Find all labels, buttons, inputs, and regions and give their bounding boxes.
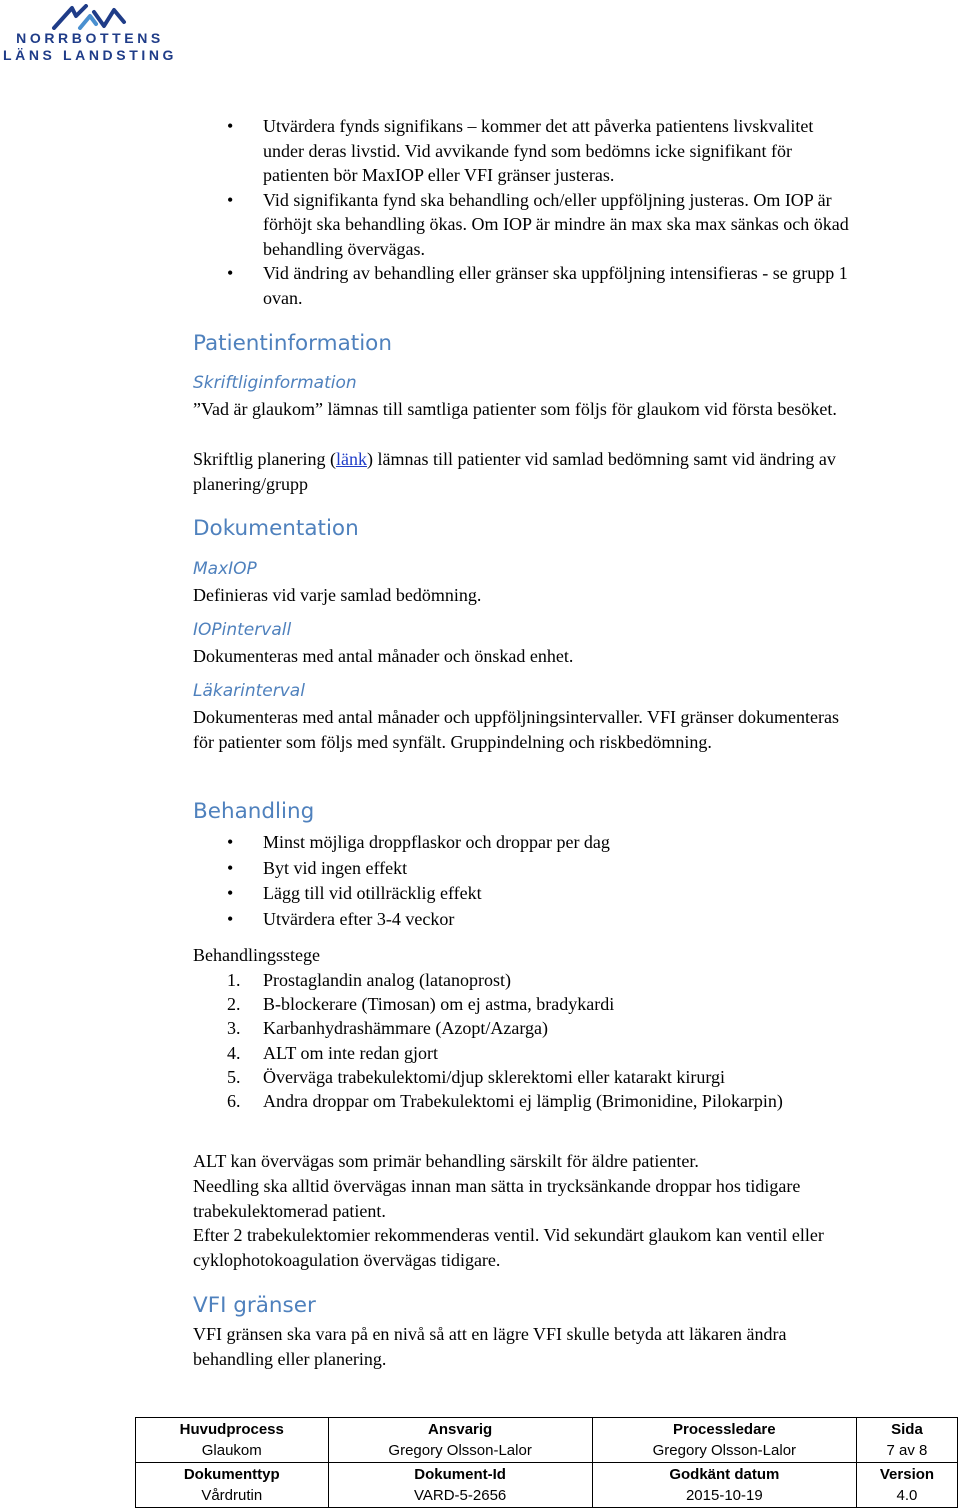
list-item: • Utvärdera efter 3-4 veckor — [193, 907, 853, 933]
cell-value: 4.0 — [896, 1487, 918, 1504]
paragraph-text: ) lämnas till patienter vid samlad bedömning samt vid ändring av planering/grupp — [193, 449, 836, 494]
list-item — [193, 968, 853, 992]
list-text: Överväga trabekulektomi/djup sklerektomi eller katarakt kirurgi — [263, 1066, 726, 1087]
logo-text-line2: LÄNS LANDSTING — [2, 47, 178, 63]
table-cell — [856, 1418, 957, 1463]
heading-dokumentation: Dokumentation — [193, 516, 359, 541]
table-cell — [592, 1418, 856, 1463]
cell-value: 7 av 8 — [886, 1442, 928, 1459]
norrbotten-logo-icon — [50, 4, 130, 30]
list-number: 5. — [227, 1066, 241, 1087]
list-number: 3. — [227, 1018, 241, 1039]
cell-value: 2015-10-19 — [685, 1487, 763, 1504]
list-number: 6. — [227, 1091, 241, 1112]
heading-behandling: Behandling — [193, 799, 315, 824]
cell-label: Version — [879, 1466, 935, 1483]
list-text: ALT om inte redan gjort — [263, 1042, 438, 1063]
paragraph: ALT kan övervägas som primär behandling särskilt för äldre patienter. — [193, 1151, 699, 1171]
list-number: 2. — [227, 994, 241, 1015]
table-cell — [136, 1463, 329, 1508]
list-item: • Lägg till vid otillräcklig effekt — [193, 881, 853, 907]
subheading-maxiop: MaxIOP — [193, 559, 257, 579]
paragraph: Efter 2 trabekulektomier rekommenderas ventil. Vid sekundärt glaukom kan ventil eller cyklophotokoagulation övervägas tidigare. — [193, 1225, 824, 1270]
heading-vfi-granser: VFI gränser — [193, 1293, 316, 1318]
cell-label: Dokument-Id — [414, 1466, 506, 1483]
table-cell — [328, 1463, 592, 1508]
treatment-bullet-list — [193, 830, 853, 932]
list-item: • Vid ändring av behandling eller gränser ska uppföljning intensifieras - se grupp 1 ovan. — [193, 261, 853, 310]
list-number: 4. — [227, 1042, 241, 1063]
list-item — [193, 1065, 853, 1089]
list-item — [193, 1041, 853, 1065]
cell-label: Sida — [891, 1421, 923, 1438]
list-item: • Byt vid ingen effekt — [193, 856, 853, 882]
subheading-skriftliginformation: Skriftliginformation — [193, 373, 357, 393]
subheading-iopintervall: IOPintervall — [193, 620, 292, 640]
evaluation-bullet-list — [193, 114, 853, 310]
paragraph — [193, 447, 853, 496]
paragraph: Needling ska alltid övervägas innan man sätta in trycksänkande droppar hos tidigare trabekulektomerad patient. — [193, 1176, 801, 1221]
list-item: • Utvärdera fynds signifikans – kommer det att påverka patientens livskvalitet under deras livstid. Vid avvikande fynd som bedömns icke signifikant för patienten bör MaxIOP eller VFI gränser justeras. — [193, 114, 853, 188]
treatment-ladder-label: Behandlingsstege — [193, 945, 320, 965]
cell-value: Gregory Olsson-Lalor — [388, 1442, 532, 1459]
paragraph-text: Skriftlig planering ( — [193, 449, 336, 469]
list-item — [193, 992, 853, 1016]
paragraph: Dokumenteras med antal månader och uppföljningsintervaller. VFI gränser dokumenteras för patienter som följs med synfält. Gruppindelning och riskbedömning. — [193, 707, 839, 752]
list-item: • Vid signifikanta fynd ska behandling och/eller uppföljning justeras. Om IOP är förhöjt ska behandling ökas. Om IOP är mindre än max ska max sänkas och ökad behandling övervägas. — [193, 188, 853, 262]
list-text: Prostaglandin analog (latanoprost) — [263, 970, 511, 990]
heading-patientinformation: Patientinformation — [193, 331, 392, 356]
cell-label: Huvudprocess — [179, 1421, 284, 1438]
list-item — [193, 1089, 853, 1113]
list-item: • Minst möjliga droppflaskor och droppar per dag — [193, 830, 853, 856]
table-cell — [136, 1418, 329, 1463]
cell-value: VARD-5-2656 — [413, 1487, 507, 1504]
planning-link[interactable]: länk — [335, 449, 367, 469]
cell-label: Dokumenttyp — [183, 1466, 280, 1483]
subheading-lakarinterval: Läkarinterval — [193, 681, 305, 701]
treatment-ladder-list — [193, 968, 853, 1113]
table-cell — [856, 1463, 957, 1508]
footer-info-table — [135, 1417, 958, 1508]
list-text: B-blockerare (Timosan) om ej astma, bradykardi — [263, 994, 615, 1015]
cell-label: Godkänt datum — [669, 1466, 780, 1483]
table-row — [136, 1463, 958, 1508]
cell-label: Processledare — [673, 1421, 776, 1438]
cell-value: Gregory Olsson-Lalor — [652, 1442, 797, 1459]
paragraph: Dokumenteras med antal månader och önskad enhet. — [193, 646, 574, 666]
paragraph: Definieras vid varje samlad bedömning. — [193, 585, 482, 605]
list-item — [193, 1016, 853, 1040]
cell-value: Vårdrutin — [201, 1487, 263, 1504]
paragraph: VFI gränsen ska vara på en nivå så att en lägre VFI skulle betyda att läkaren ändra behandling eller planering. — [193, 1324, 787, 1369]
logo-text-line1: NORRBOTTENS — [16, 30, 164, 46]
list-number: 1. — [227, 970, 241, 990]
table-cell — [592, 1463, 856, 1508]
logo — [0, 0, 180, 70]
cell-value: Glaukom — [201, 1442, 262, 1459]
paragraph: ”Vad är glaukom” lämnas till samtliga patienter som följs för glaukom vid första besöket. — [193, 399, 837, 419]
cell-label: Ansvarig — [428, 1421, 493, 1438]
list-text: Andra droppar om Trabekulektomi ej lämplig (Brimonidine, Pilokarpin) — [263, 1091, 783, 1112]
table-row — [136, 1418, 958, 1463]
list-text: Karbanhydrashämmare (Azopt/Azarga) — [263, 1018, 549, 1039]
table-cell — [328, 1418, 592, 1463]
